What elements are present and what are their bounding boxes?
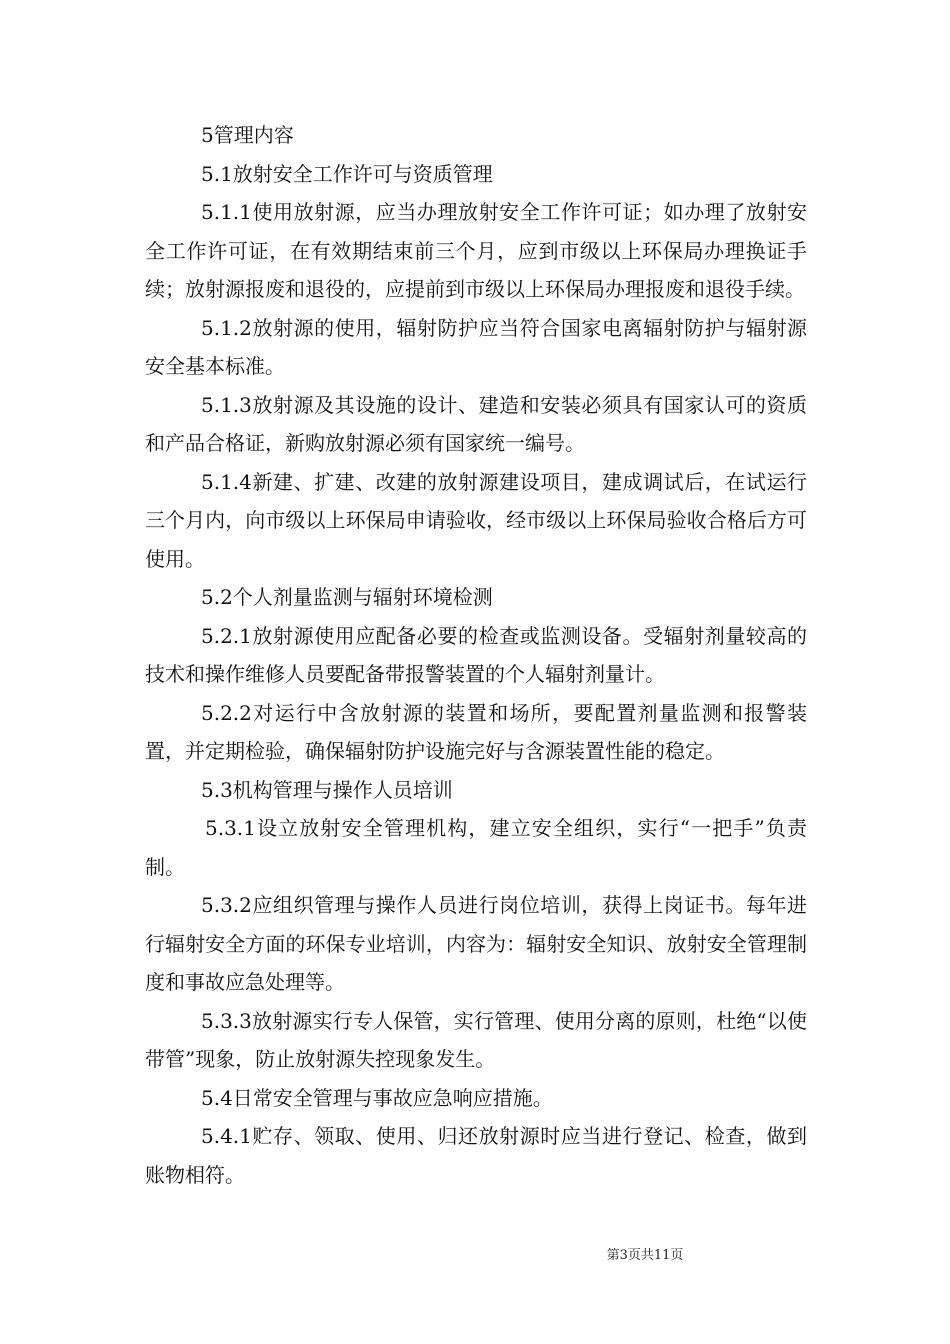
section-heading-5-4: 5.4日常安全管理与事故应急响应措施。 <box>201 1085 553 1110</box>
paragraph-5-1-1: 5.1.1使用放射源，应当办理放射安全工作许可证；如办理了放射安全工作许可证，在有效期结束前三个月，应到市级以上环保局办理换证手续；放射源报废和退役的，应提前到市级以上环保局办理报废和退役手续。 <box>145 200 807 301</box>
section-heading-5-3: 5.3机构管理与操作人员培训 <box>201 777 453 802</box>
paragraph-5-2-1: 5.2.1放射源使用应配备必要的检查或监测设备。受辐射剂量较高的技术和操作维修人员要配备带报警装置的个人辐射剂量计。 <box>145 623 807 686</box>
paragraph-5-1-3: 5.1.3放射源及其设施的设计、建造和安装必须具有国家认可的资质和产品合格证，新购放射源必须有国家统一编号。 <box>145 392 807 455</box>
paragraph-5-1-4: 5.1.4新建、扩建、改建的放射源建设项目，建成调试后，在试运行三个月内，向市级以上环保局申请验收，经市级以上环保局验收合格后方可使用。 <box>145 469 807 571</box>
paragraph-5-3-2: 5.3.2应组织管理与操作人员进行岗位培训，获得上岗证书。每年进行辐射安全方面的环保专业培训，内容为：辐射安全知识、放射安全管理制度和事故应急处理等。 <box>145 893 807 994</box>
paragraph-5-4-1: 5.4.1贮存、领取、使用、归还放射源时应当进行登记、检查，做到账物相符。 <box>145 1124 807 1187</box>
section-heading-5-2: 5.2个人剂量监测与辐射环境检测 <box>201 585 493 609</box>
paragraph-5-3-3: 5.3.3放射源实行专人保管，实行管理、使用分离的原则，杜绝“以使带管”现象，防止放射源失控现象发生。 <box>145 1008 807 1071</box>
section-heading-5: 5管理内容 <box>201 123 294 147</box>
paragraph-5-2-2: 5.2.2对运行中含放射源的装置和场所，要配置剂量监测和报警装置，并定期检验，确保辐射防护设施完好与含源装置性能的稳定。 <box>145 700 807 763</box>
page-number: 第3页共11页 <box>606 1248 684 1263</box>
document-body <box>145 116 807 1194</box>
section-heading-5-1: 5.1放射安全工作许可与资质管理 <box>201 161 493 186</box>
paragraph-5-1-2: 5.1.2放射源的使用，辐射防护应当符合国家电离辐射防护与辐射源安全基本标准。 <box>145 315 807 378</box>
paragraph-5-3-1: 5.3.1设立放射安全管理机构，建立安全组织，实行“一把手”负责制。 <box>145 816 807 879</box>
